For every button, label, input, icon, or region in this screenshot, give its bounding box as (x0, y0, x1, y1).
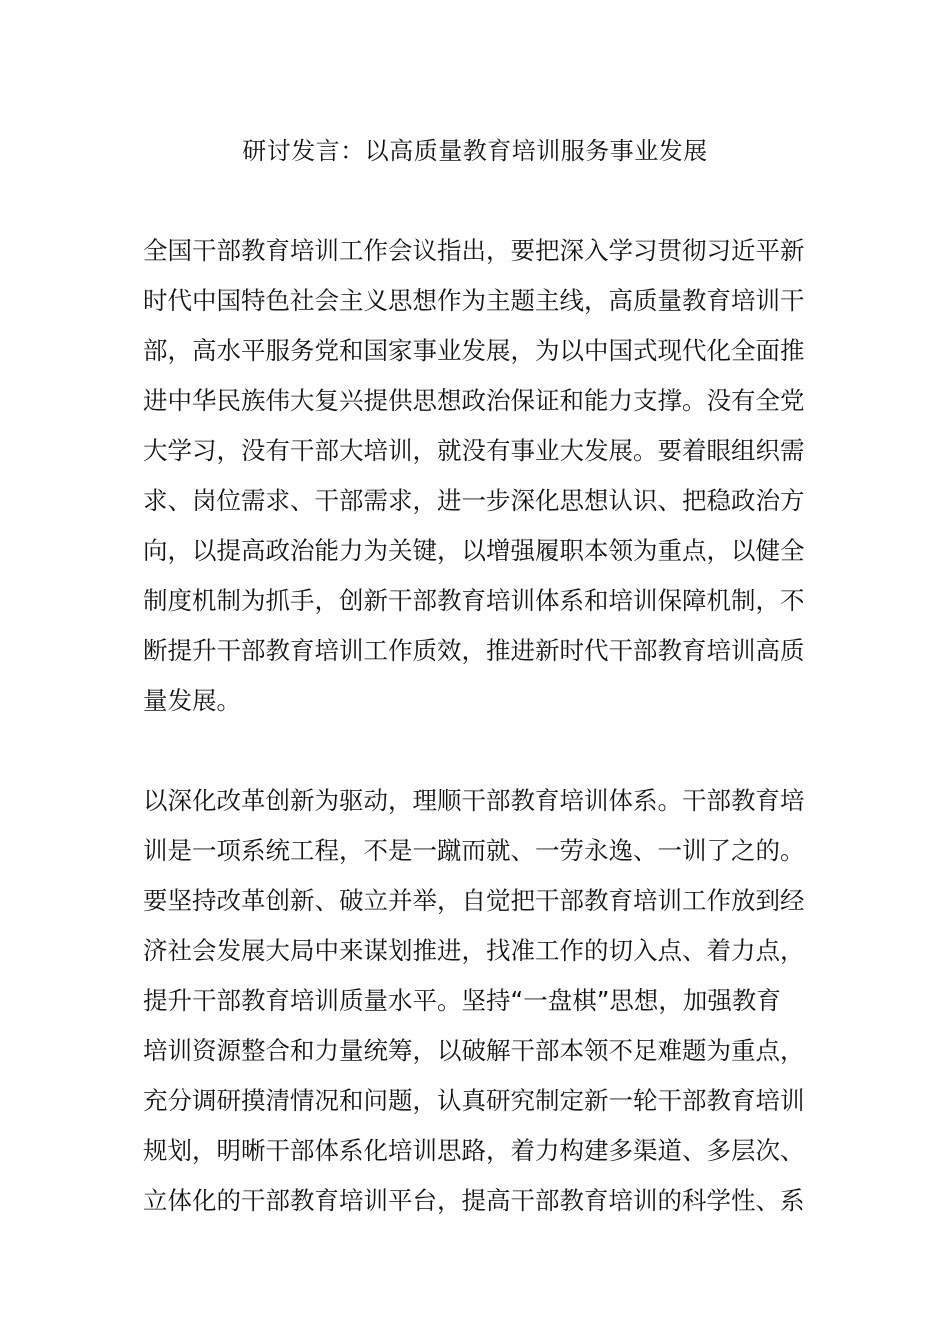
paragraph-line: 充分调研摸清情况和问题，认真研究制定新一轮干部教育培训 (143, 1086, 805, 1115)
paragraph-2 (143, 776, 807, 1226)
paragraph-line: 培训资源整合和力量统筹，以破解干部本领不足难题为重点， (143, 1036, 805, 1065)
paragraph-line: 向，以提高政治能力为关键，以增强履职本领为重点，以健全 (143, 536, 805, 565)
paragraph-line: 制度机制为抓手，创新干部教育培训体系和培训保障机制，不 (143, 586, 805, 615)
paragraph-line: 全国干部教育培训工作会议指出，要把深入学习贯彻习近平新 (143, 236, 805, 265)
paragraph-line: 断提升干部教育培训工作质效，推进新时代干部教育培训高质 (143, 636, 805, 665)
paragraph-line: 以深化改革创新为驱动，理顺干部教育培训体系。干部教育培 (143, 786, 805, 815)
paragraph-line: 求、岗位需求、干部需求，进一步深化思想认识、把稳政治方 (143, 486, 805, 515)
paragraph-line: 大学习，没有干部大培训，就没有事业大发展。要着眼组织需 (143, 436, 805, 465)
paragraph-line: 提升干部教育培训质量水平。坚持“一盘棋”思想，加强教育 (143, 986, 781, 1015)
paragraph-line: 时代中国特色社会主义思想作为主题主线，高质量教育培训干 (143, 286, 805, 315)
paragraph-1 (143, 226, 807, 726)
paragraph-line: 进中华民族伟大复兴提供思想政治保证和能力支撑。没有全党 (143, 386, 805, 415)
paragraph-line: 规划，明晰干部体系化培训思路，着力构建多渠道、多层次、 (143, 1136, 805, 1165)
paragraph-line: 立体化的干部教育培训平台，提高干部教育培训的科学性、系 (143, 1186, 805, 1215)
paragraph-line: 量发展。 (143, 686, 241, 715)
document-title: 研讨发言：以高质量教育培训服务事业发展 (242, 137, 708, 165)
paragraph-line: 济社会发展大局中来谋划推进，找准工作的切入点、着力点， (143, 936, 805, 965)
paragraph-line: 要坚持改革创新、破立并举，自觉把干部教育培训工作放到经 (143, 886, 805, 915)
paragraph-line: 部，高水平服务党和国家事业发展，为以中国式现代化全面推 (143, 336, 805, 365)
paragraph-line: 训是一项系统工程，不是一蹴而就、一劳永逸、一训了之的。 (143, 836, 805, 865)
